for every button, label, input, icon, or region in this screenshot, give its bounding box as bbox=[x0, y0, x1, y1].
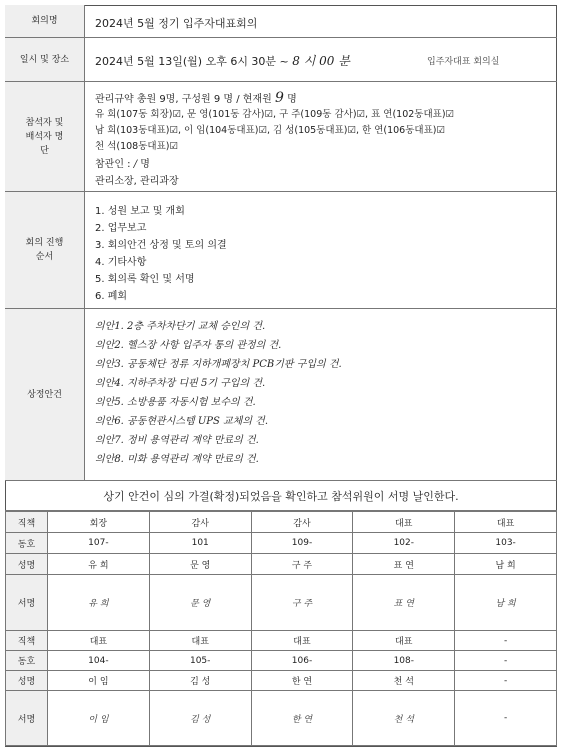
datetime-end-handwritten: 8 시 00 분 bbox=[292, 54, 350, 68]
dong-cell: 109- bbox=[251, 533, 353, 554]
attendees-summary-suffix: 명 bbox=[287, 94, 297, 105]
sign-dong-row bbox=[6, 533, 557, 554]
observer-count-handwritten: / bbox=[133, 159, 138, 170]
row-label-sign: 서명 bbox=[6, 575, 48, 631]
agenda-item-handwritten: 의안4. 지하주차장 디핀 5기 구입의 건. bbox=[95, 378, 266, 389]
role-cell: 대표 bbox=[455, 512, 557, 533]
signature-image: 표 연 bbox=[353, 575, 455, 631]
dong-cell: 108- bbox=[353, 651, 455, 671]
dong-cell: 105- bbox=[149, 651, 251, 671]
row-label-role: 직책 bbox=[6, 512, 48, 533]
agenda-order-label-text: 회의 진행순서 bbox=[25, 238, 64, 262]
observer-suffix: 명 bbox=[140, 159, 150, 170]
agenda-item-handwritten: 의안1. 2층 주차차단기 교체 승인의 건. bbox=[95, 321, 266, 332]
sign-name-row-2 bbox=[6, 671, 557, 691]
signature-image: 천 석 bbox=[353, 691, 455, 746]
meeting-name-label: 회의명 bbox=[5, 5, 85, 38]
attendees-line-3: 천 석(108동대표)☑ bbox=[95, 141, 178, 152]
name-cell: 유 희 bbox=[48, 554, 150, 575]
signature-image: 구 주 bbox=[251, 575, 353, 631]
attendees-summary-prefix: 관리규약 총원 9명, 구성원 9 명 / 현재원 bbox=[95, 94, 272, 105]
role-cell: 대표 bbox=[251, 631, 353, 651]
dong-cell: 106- bbox=[251, 651, 353, 671]
row-label-dong: 동호 bbox=[6, 651, 48, 671]
row-label-role: 직책 bbox=[6, 631, 48, 651]
name-cell: 천 석 bbox=[353, 671, 455, 691]
agenda-items-cell bbox=[85, 309, 557, 481]
dong-cell: 103- bbox=[455, 533, 557, 554]
observer-prefix: 참관인 : bbox=[95, 159, 131, 170]
datetime-label: 일시 및 장소 bbox=[5, 38, 85, 82]
name-cell: 이 임 bbox=[48, 671, 150, 691]
signature-table bbox=[5, 511, 557, 746]
row-label-name: 성명 bbox=[6, 554, 48, 575]
confirmation-statement: 상기 안건이 심의 가결(확정)되었음을 확인하고 참석위원이 서명 날인한다. bbox=[5, 481, 557, 511]
signature-image: 유 희 bbox=[48, 575, 150, 631]
name-cell: 남 희 bbox=[455, 554, 557, 575]
agenda-item-handwritten: 의안2. 헬스장 사항 입주자 통의 관정의 건. bbox=[95, 340, 282, 351]
attendees-label-text: 참석자 및 배석자 명단 bbox=[25, 117, 64, 156]
dong-cell: 102- bbox=[353, 533, 455, 554]
sign-signature-row bbox=[6, 575, 557, 631]
attendees-line-1: 유 희(107동 회장)☑, 문 영(101동 감사)☑, 구 주(109동 감사)☑, 표 연(102동대표)☑ bbox=[95, 109, 455, 120]
name-cell: - bbox=[455, 671, 557, 691]
datetime-start: 2024년 5월 13일(월) 오후 6시 30분 ~ bbox=[95, 55, 289, 68]
sign-role-row bbox=[6, 512, 557, 533]
agenda-order-cell bbox=[85, 192, 557, 309]
name-cell: 한 연 bbox=[251, 671, 353, 691]
signature-image: 김 성 bbox=[149, 691, 251, 746]
attendees-summary bbox=[95, 90, 297, 106]
sign-dong-row-2 bbox=[6, 651, 557, 671]
attendees-cell bbox=[85, 82, 557, 192]
role-cell: 감사 bbox=[149, 512, 251, 533]
signature-image: - bbox=[455, 691, 557, 746]
role-cell: 대표 bbox=[353, 512, 455, 533]
row-label-sign: 서명 bbox=[6, 691, 48, 746]
signature-image: 한 연 bbox=[251, 691, 353, 746]
name-cell: 표 연 bbox=[353, 554, 455, 575]
agenda-order-label bbox=[5, 192, 85, 309]
role-cell: 대표 bbox=[48, 631, 150, 651]
agenda-order-item: 4. 기타사항 bbox=[95, 257, 147, 268]
sign-role-row-2 bbox=[6, 631, 557, 651]
agenda-items-label: 상정안건 bbox=[5, 309, 85, 481]
role-cell: 회장 bbox=[48, 512, 150, 533]
agenda-item-handwritten: 의안5. 소방용품 자동시험 보수의 건. bbox=[95, 397, 256, 408]
dong-cell: 104- bbox=[48, 651, 150, 671]
staff-line: 관리소장, 관리과장 bbox=[95, 176, 179, 187]
dong-cell: - bbox=[455, 651, 557, 671]
name-cell: 김 성 bbox=[149, 671, 251, 691]
signature-image: 남 희 bbox=[455, 575, 557, 631]
agenda-item-handwritten: 의안8. 미화 용역관리 계약 만료의 건. bbox=[95, 454, 259, 465]
signature-image: 문 영 bbox=[149, 575, 251, 631]
attendees-label bbox=[5, 82, 85, 192]
role-cell: 대표 bbox=[149, 631, 251, 651]
role-cell: 감사 bbox=[251, 512, 353, 533]
sign-signature-row-2 bbox=[6, 691, 557, 746]
agenda-item-handwritten: 의안6. 공동현관시스템 UPS 교체의 건. bbox=[95, 416, 269, 427]
meeting-name-cell bbox=[85, 5, 557, 38]
sign-name-row bbox=[6, 554, 557, 575]
signature-image: 이 임 bbox=[48, 691, 150, 746]
agenda-order-item: 6. 폐회 bbox=[95, 291, 128, 302]
role-cell: 대표 bbox=[353, 631, 455, 651]
name-cell: 구 주 bbox=[251, 554, 353, 575]
agenda-item-handwritten: 의안3. 공동체단 정류 지하개폐장치 PCB기판 구입의 건. bbox=[95, 359, 342, 370]
datetime-value bbox=[95, 52, 350, 69]
dong-cell: 101 bbox=[149, 533, 251, 554]
datetime-cell bbox=[85, 38, 557, 82]
dong-cell: 107- bbox=[48, 533, 150, 554]
row-label-name: 성명 bbox=[6, 671, 48, 691]
agenda-order-item: 1. 성원 보고 및 개회 bbox=[95, 206, 185, 217]
attendees-count-handwritten: 9 bbox=[274, 90, 284, 106]
attendees-line-2: 남 희(103동대표)☑, 이 임(104동대표)☑, 김 성(105동대표)☑, 한 연(106동대표)☑ bbox=[95, 125, 445, 136]
agenda-order-item: 3. 회의안건 상정 및 토의 의결 bbox=[95, 240, 227, 251]
agenda-order-item: 5. 회의록 확인 및 서명 bbox=[95, 274, 195, 285]
place-value: 입주자대표 회의실 bbox=[427, 57, 500, 67]
agenda-item-handwritten: 의안7. 정비 용역관리 계약 만료의 건. bbox=[95, 435, 259, 446]
role-cell: - bbox=[455, 631, 557, 651]
name-cell: 문 영 bbox=[149, 554, 251, 575]
agenda-order-item: 2. 업무보고 bbox=[95, 223, 147, 234]
row-label-dong: 동호 bbox=[6, 533, 48, 554]
meeting-name-value: 2024년 5월 정기 입주자대표회의 bbox=[95, 17, 258, 30]
observer-line bbox=[95, 155, 150, 170]
